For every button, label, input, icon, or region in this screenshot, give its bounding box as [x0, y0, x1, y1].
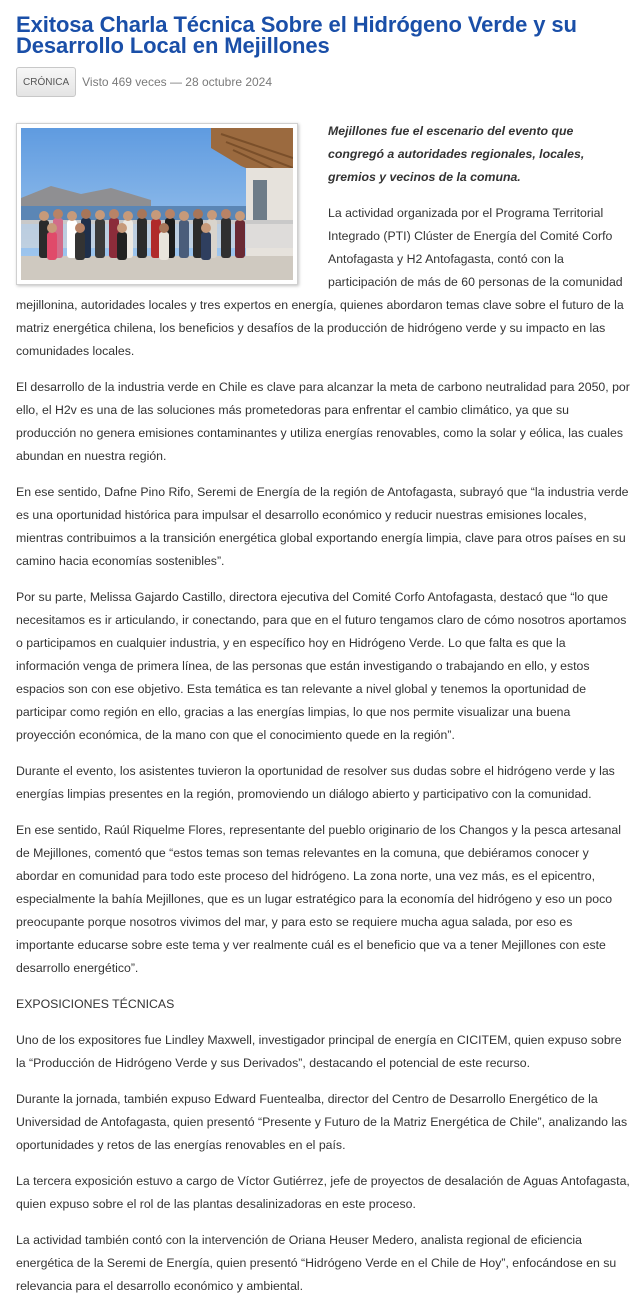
- article-paragraph: La actividad organizada por el Programa Territorial Integrado (PTI) Clúster de Energía del Comité Corfo Antofagasta y H2 Antofagasta, contó con la participación de más de 60 personas de la comunidad mejillonina, autoridades locales y tres expertos en energía, quienes abordaron temas clave sobre el futuro de la matriz energética chilena, los beneficios y desafíos de la producción de hidrógeno verde y su impacto en las comunidades locales.: [16, 206, 624, 358]
- article-meta: [16, 66, 631, 98]
- article-paragraph: Durante el evento, los asistentes tuvieron la oportunidad de resolver sus dudas sobre el hidrógeno verde y las energías limpias presentes en la región, promoviendo un diálogo abierto y participativo con la comunidad.: [16, 764, 615, 801]
- article-paragraph: Por su parte, Melissa Gajardo Castillo, directora ejecutiva del Comité Corfo Antofagasta, destacó que “lo que necesitamos es ir articulando, ir conectando, para que en el futuro tengamos claro de cómo nosotros aportamos o participamos en cualquier industria, y en específico hoy en Hidrógeno Verde. Lo que falta es que la información venga de primera línea, de las personas que están investigando o trabajando en ello, y estos espacios son con ese objetivo. Esta temática es tan relevante a nivel global y tenemos la oportunidad de participar como región en ello, gracias a las energías limpias, lo que nos permite visualizar una buena proyección económica, de la mano con que el conocimiento quede en la región”.: [16, 590, 627, 742]
- group-photo: [16, 123, 298, 285]
- article-paragraph: En ese sentido, Dafne Pino Rifo, Seremi de Energía de la región de Antofagasta, subrayó que “la industria verde es una oportunidad histórica para impulsar el desarrollo económico y reducir nuestras emisiones locales, mientras contribuimos a la transición energética global exportando energía limpia, clave para otros países en su camino hacia economías sostenibles”.: [16, 485, 629, 568]
- group-photo-image: [21, 128, 293, 280]
- category-badge[interactable]: CRÓNICA: [16, 67, 76, 97]
- article-lead: Mejillones fue el escenario del evento que congregó a autoridades regionales, locales, gremios y vecinos de la comuna.: [328, 124, 585, 184]
- section-paragraph: La tercera exposición estuvo a cargo de Víctor Gutiérrez, jefe de proyectos de desalación de Aguas Antofagasta, quien expuso sobre el rol de las plantas desalinizadoras en este proceso.: [16, 1174, 630, 1211]
- section-paragraph: Uno de los expositores fue Lindley Maxwell, investigador principal de energía en CICITEM, quien expuso sobre la “Producción de Hidrógeno Verde y sus Derivados”, destacando el potencial de este recurso.: [16, 1033, 622, 1070]
- article-paragraph: En ese sentido, Raúl Riquelme Flores, representante del pueblo originario de los Changos y la pesca artesanal de Mejillones, comentó que “estos temas son temas relevantes en la comuna, que debiéramos conocer y abordar en comunidad para todo este proceso del hidrógeno. La zona norte, una vez más, es el epicentro, especialmente la bahía Mejillones, que es un lugar estratégico para la economía del hidrógeno y eso un poco preocupante porque nosotros vivimos del mar, y para esto se requiere mucha agua salada, por eso es importante educarse sobre este tema y ver realmente cuál es el beneficio que va a tener Mejillones con este desarrollo energético”.: [16, 823, 621, 975]
- article-title: Exitosa Charla Técnica Sobre el Hidrógeno Verde y su Desarrollo Local en Mejillones: [16, 12, 577, 58]
- section-heading: EXPOSICIONES TÉCNICAS: [16, 997, 175, 1011]
- section-paragraph: La actividad también contó con la intervención de Oriana Heuser Medero, analista regional de eficiencia energética de la Seremi de Energía, quien presentó “Hidrógeno Verde en el Chile de Hoy”, enfocándose en su relevancia para el desarrollo económico y ambiental.: [16, 1233, 617, 1293]
- article-paragraph: El desarrollo de la industria verde en Chile es clave para alcanzar la meta de carbono neutralidad para 2050, por ello, el H2v es una de las soluciones más prometedoras para enfrentar el cambio climático, ya que su producción no genera emisiones contaminantes y utiliza energías renovables, como la solar y eólica, las cuales abundan en nuestra región.: [16, 380, 630, 463]
- section-paragraph: Durante la jornada, también expuso Edward Fuentealba, director del Centro de Desarrollo Energético de la Universidad de Antofagasta, quien presentó “Presente y Futuro de la Matriz Energética de Chile”, analizando las oportunidades y retos de las energías renovables en el país.: [16, 1092, 628, 1152]
- views-date: Visto 469 veces — 28 octubre 2024: [82, 75, 273, 89]
- article-body: [16, 120, 631, 1298]
